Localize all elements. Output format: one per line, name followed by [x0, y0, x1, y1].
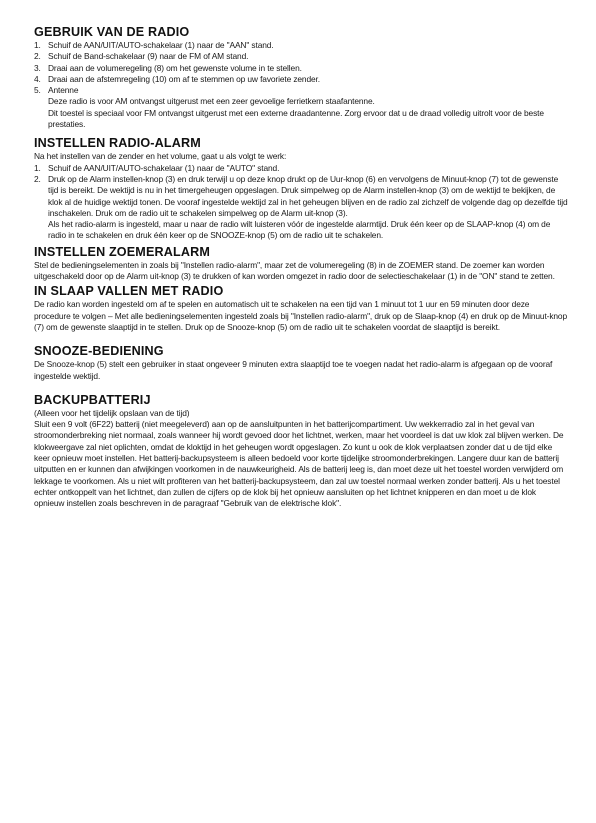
- step-list: [34, 163, 568, 219]
- step-number: 5.: [34, 85, 41, 96]
- step-list: [34, 40, 568, 96]
- section-title: IN SLAAP VALLEN MET RADIO: [34, 284, 224, 299]
- step-number: 4.: [34, 73, 41, 84]
- step-number: 3.: [34, 62, 41, 73]
- step-text: Druk op de Alarm instellen-knop (3) en druk terwijl u op deze knop drukt op de Uur-knop (6) en vervolgens de Minuut-knop (7) tot de gewenste tijd is bereikt. De wektijd is nu in het timergeheugen opgeslagen. Druk simpelweg op de Alarm instellen-knop (3) om de wektijd te bekijken, de klok al de huidige wektijd tonen. De vooraf ingestelde wektijd zal in het geheugen blijven en de radio zal zichzelf de volgende dag op dezelfde tijd inschakelen. Druk om de radio uit te schakelen simpelweg op de Alarm uit-knop (3).: [48, 173, 568, 218]
- section-title: INSTELLEN RADIO-ALARM: [34, 136, 201, 151]
- step-number: 2.: [34, 51, 41, 62]
- antenna-fm-note: Dit toestel is speciaal voor FM ontvangst uitgerust met een externe draadantenne. Zorg ervoor dat u de draad volledig uitrolt voor de beste prestaties.: [48, 107, 544, 130]
- section-radio-alarm: [34, 136, 568, 241]
- step-text: Schuif de Band-schakelaar (9) naar de FM of AM stand.: [48, 51, 249, 62]
- list-item: [34, 40, 568, 51]
- step-text: Draai aan de afstemregeling (10) om af te stemmen op uw favoriete zender.: [48, 73, 320, 84]
- section-title: SNOOZE-BEDIENING: [34, 344, 164, 359]
- section-title: GEBRUIK VAN DE RADIO: [34, 25, 190, 39]
- section-body: Stel de bedieningselementen in zoals bij "Instellen radio-alarm", maar zet de volumeregeling (8) in de ZOEMER stand. De zoemer kan worden uitgeschakeld door op de Alarm uit-knop (3) te drukken of kan worden omgezet in radio door de selectieschakelaar (1) in de "ON" stand te zetten.: [34, 259, 555, 282]
- antenna-am-note: Deze radio is voor AM ontvangst uitgerust met een zeer gevoelige ferrietkern staafantenne.: [48, 96, 375, 107]
- list-item: [34, 74, 568, 85]
- section-radio-use: [34, 25, 568, 130]
- section-title: INSTELLEN ZOEMERALARM: [34, 244, 210, 259]
- section-body: De radio kan worden ingesteld om af te spelen en automatisch uit te schakelen na een tijd van 1 minuut tot 1 uur en 59 minuten door deze procedure te volgen – Met alle bedieningselementen ingesteld zoals bij "Instellen radio-alarm", druk op de Slaap-knop (4) en druk op de Minuut-knop (7) om de gewenste slaaptijd in te stellen. Druk op de Snooze-knop (5) om de radio uit te schakelen voordat de slaaptijd is bereikt.: [34, 299, 568, 332]
- step-text: Schuif de AAN/UIT/AUTO-schakelaar (1) naar de "AUTO" stand.: [48, 162, 280, 173]
- section-subtitle: (Alleen voor het tijdelijk opslaan van de tijd): [34, 407, 190, 418]
- step-number: 2.: [34, 173, 41, 184]
- section-body: De Snooze-knop (5) stelt een gebruiker in staat ongeveer 9 minuten extra slaaptijd toe te voegen nadat het radio-alarm is afgegaan op de vooraf ingestelde wektijd.: [34, 359, 553, 381]
- section-title: BACKUPBATTERIJ: [34, 392, 151, 407]
- section-snooze: [34, 344, 568, 382]
- list-item: [34, 63, 568, 74]
- list-item: [34, 163, 568, 174]
- list-item: [34, 174, 568, 219]
- section-backup-battery: [34, 393, 568, 510]
- list-item: [34, 85, 568, 96]
- step-text: Antenne: [48, 85, 79, 96]
- section-sleep-radio: [34, 284, 568, 333]
- section-buzzer-alarm: [34, 245, 568, 283]
- step-number: 1.: [34, 162, 41, 173]
- list-item: [34, 51, 568, 62]
- step-text: Schuif de AAN/UIT/AUTO-schakelaar (1) naar de "AAN" stand.: [48, 40, 274, 50]
- section-note: Als het radio-alarm is ingesteld, maar u naar de radio wilt luisteren vóór de ingestelde alarmtijd. Druk één keer op de SLAAP-knop (4) om de radio in te schakelen en druk één keer op de SNOOZE-knop (5) om de radio uit te schakelen.: [48, 219, 551, 241]
- step-text: Draai aan de volumeregeling (8) om het gewenste volume in te stellen.: [48, 62, 302, 73]
- section-body: Sluit een 9 volt (6F22) batterij (niet meegeleverd) aan op de aansluitpunten in het batterijcompartiment. Uw wekkerradio zal in het geval van stroomonderbreking niet normaal, zoals wanneer hij wordt gevoed door het lichtnet, werken, maar het voordeel is dat uw klok zal blijven werken. De klokweergave zal niet oplichten, omdat de kloktijd in het geheugen wordt opgeslagen. Zo kunt u ook de klok verplaatsen zonder dat u de tijd elke keer opnieuw moet instellen. Het batterij-backupsysteem is alleen bedoeld voor korte tijdelijke stroomonderbrekingen. Langere duur kan de batterij uitputten en er kunnen dan afwijkingen voorkomen in de nauwkeurigheid. Als de batterij leeg is, dan moet deze uit het toestel worden verwijderd om lekkage te voorkomen. Als u niet wilt profiteren van het batterij-backupsysteem, dan zal uw toestel normaal werken zonder batterij. Als u het toestel echter ontkoppelt van het lichtnet, dan zullen de cijfers op de klok bij het opnieuw aansluiten op het lichtnet knipperen en dan moet u de klok opnieuw instellen zoals beschreven in de paragraaf "Gebruik van de elektrische klok".: [34, 419, 564, 509]
- step-number: 1.: [34, 40, 41, 50]
- section-intro: Na het instellen van de zender en het volume, gaat u als volgt te werk:: [34, 151, 287, 162]
